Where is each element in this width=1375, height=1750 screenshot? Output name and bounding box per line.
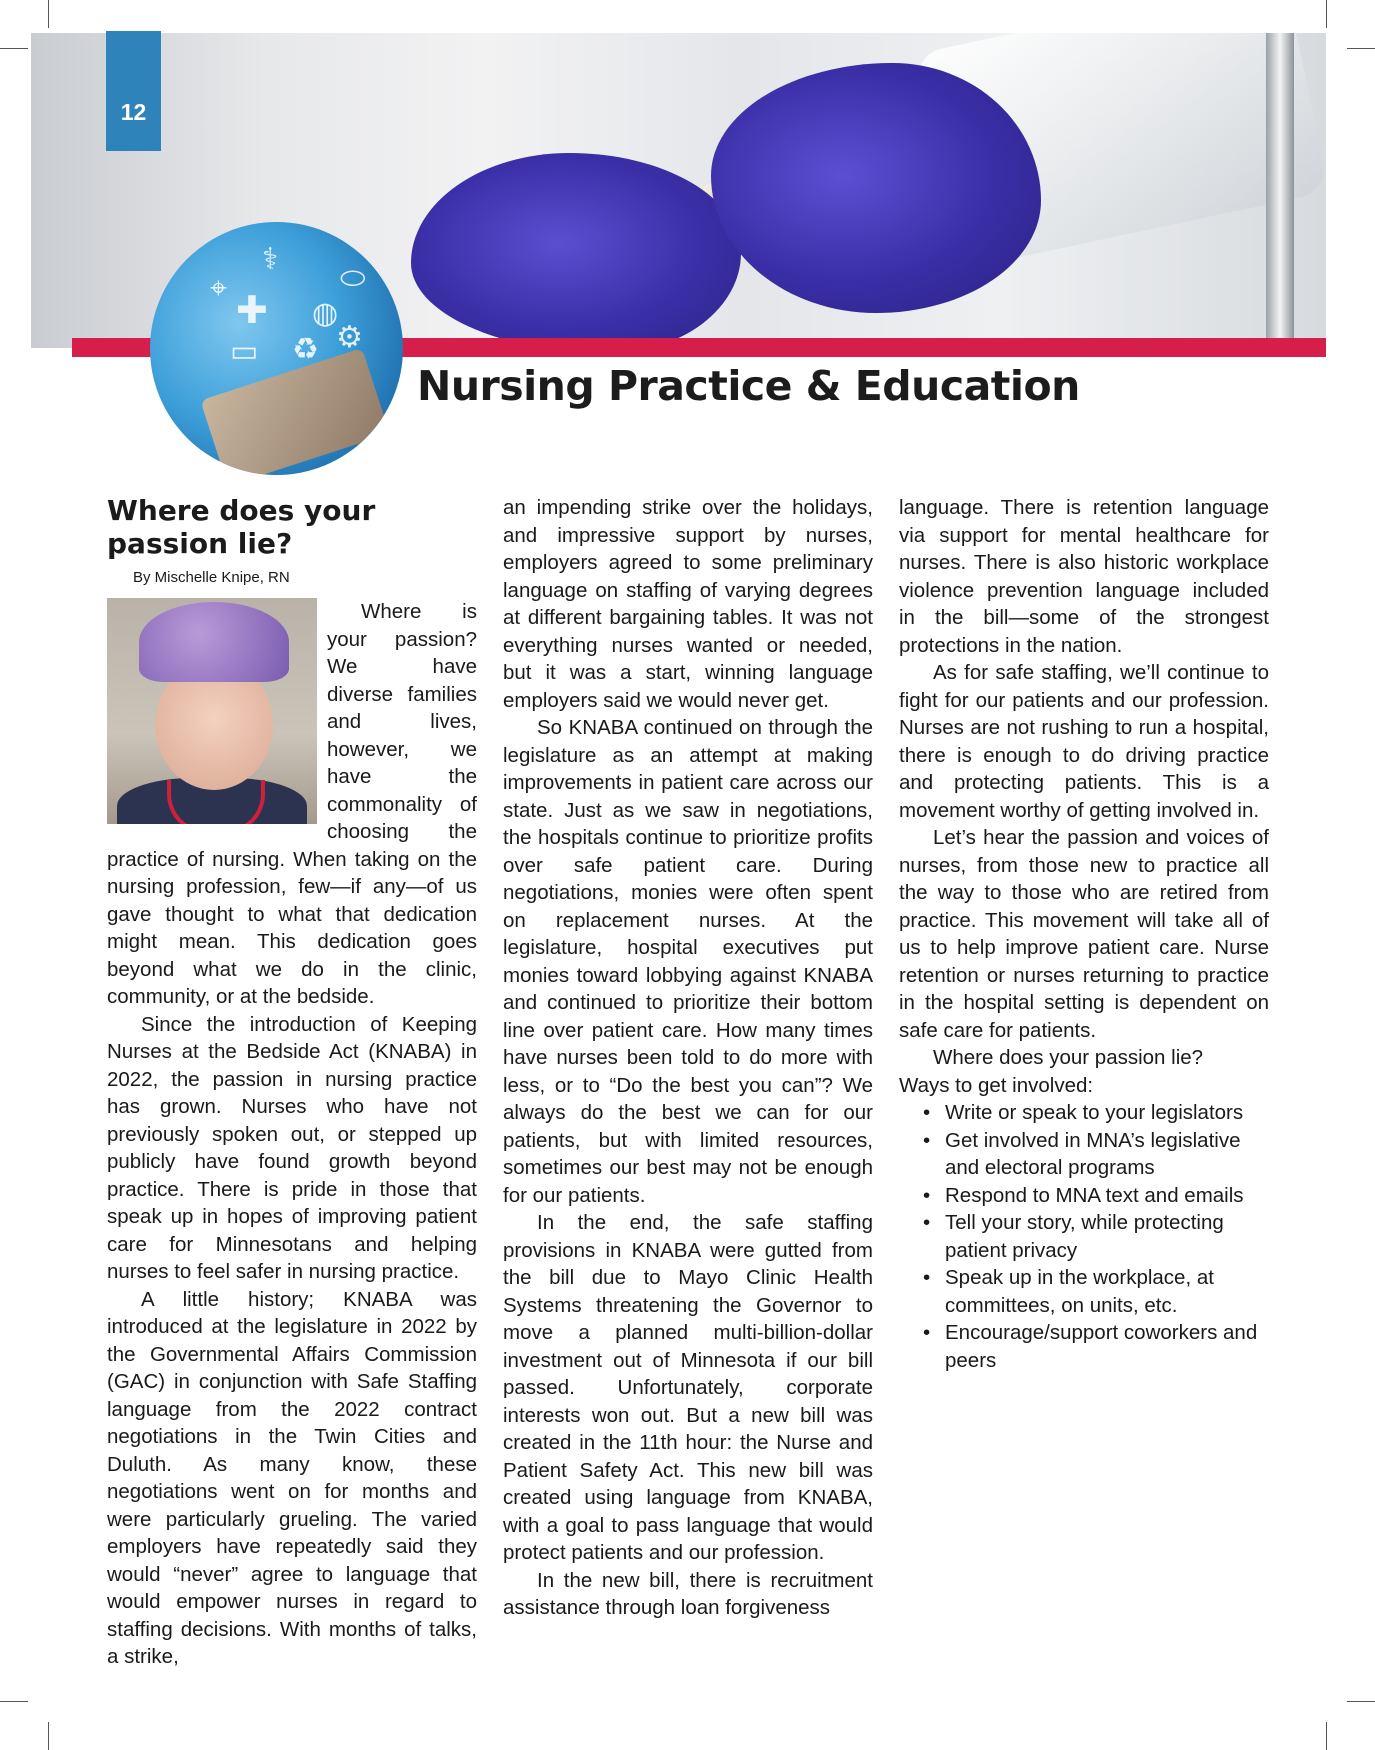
article-paragraph: language. There is retention language via support for mental healthcare for nurses. There is also historic workplace violence prevention language included in the bill—some of the strongest protections in the nation. [899,496,1269,657]
article-paragraph: In the new bill, there is recruitment assistance through loan forgiveness [503,1568,873,1619]
article-headline: Where does your passion lie? [107,494,376,560]
article-column-2 [503,494,873,1622]
article-paragraph: A little history; KNABA was introduced at the legislature in 2022 by the Governmental Affairs Commission (GAC) in conjunction with Safe Staffing language from the 2022 contract negotiations in the Twin Cities and Duluth. As many know, these negotiations went on for months and were particularly grueling. The varied employers have repeatedly said they would “never” agree to language that would empower nurses in regard to staffing decisions. With months of talks, a strike, [107,1287,477,1668]
crop-mark [1326,1722,1327,1750]
list-item: • Write or speak to your legislators [899,1099,1269,1127]
crop-mark [48,0,49,28]
article-column-3 [899,494,1269,1374]
gloved-hand-right [711,63,1041,313]
monitor-icon: ▭ [230,335,259,368]
crop-mark [1347,1701,1375,1702]
list-item: • Speak up in the workplace, at committees, on units, etc. [899,1264,1269,1319]
crop-mark [0,1701,28,1702]
recycle-icon: ♻ [292,333,319,366]
article-byline: By Mischelle Knipe, RN [133,569,290,586]
crop-mark [1326,0,1327,28]
location-pin-icon: ⌖ [210,272,227,305]
article-paragraph: Where is your passion? We have diverse families and lives, however, we have the commonality of choosing the practice of nursing. When taking on the nursing profession, few—if any—of us gave thought to what that dedication might mean. This dedication goes beyond what we do in the clinic, community, or at the bedside. [107,600,477,1008]
page-number: 12 [120,99,147,125]
list-item: • Encourage/support coworkers and peers [899,1319,1269,1374]
article-column-1 [107,494,477,1671]
article-paragraph: an impending strike over the holidays, and impressive support by nurses, employers agreed to some preliminary language on staffing of varying degrees at different bargaining tables. It was not everything nurses wanted or needed, but it was a start, winning language employers said we would never get. [503,496,873,712]
portrait-scrub-cap [139,602,289,682]
author-portrait [107,598,317,824]
crop-mark [48,1722,49,1750]
article-paragraph: So KNABA continued on through the legislature as an attempt at making improvements in patient care across our state. Just as we saw in negotiations, the hospitals continue to prioritize profits over safe patient care. During negotiations, monies were often spent on replacement nurses. At the legislature, hospital executives put monies toward lobbying against KNABA and continued to prioritize their bottom line over patient care. How many times have nurses been told to do more with less, or to “Do the best you can”? We always do the best we can for our patients, but with limited resources, sometimes our best may not be enough for our patients. [503,716,873,1207]
pill-icon: ⬭ [340,262,366,295]
crop-mark [1347,48,1375,49]
article-paragraph: Let’s hear the passion and voices of nurses, from those new to practice all the way to those who are retired from practice. This movement will take all of us to help improve patient care. Nurse retention or nurses returning to practice in the hospital setting is dependent on safe care for patients. [899,826,1269,1042]
article-paragraph: Where does your passion lie? [933,1046,1204,1069]
gear-icon: ⚙ [336,321,363,354]
list-item: • Respond to MNA text and emails [899,1182,1269,1210]
ways-list [899,1099,1269,1374]
crop-mark [0,48,28,49]
article-paragraph: In the end, the safe staffing provisions in KNABA were gutted from the bill due to Mayo Clinic Health Systems threatening the Governor to move a planned multi-billion-dollar investment out of Minnesota if our bill passed. Unfortunately, corporate interests won out. But a new bill was created in the 11th hour: the Nurse and Patient Safety Act. This new bill was created using language from KNABA, with a goal to pass language that would protect patients and our profession. [503,1211,873,1564]
section-circle-image [150,222,403,475]
list-item: • Get involved in MNA’s legislative and electoral programs [899,1127,1269,1182]
section-title: Nursing Practice & Education [417,362,1080,410]
globe-icon: ◍ [312,297,339,330]
article-paragraph: Since the introduction of Keeping Nurses at the Bedside Act (KNABA) in 2022, the passion in nursing practice has grown. Nurses who have not previously spoken out, or stepped up publicly have found growth beyond practice. There is pride in those that speak up in hopes of improving patient care for Minnesotans and helping nurses to feel safer in nursing practice. [107,1012,477,1283]
gloved-hand-left [411,153,741,348]
page-number-badge [106,31,161,151]
ways-label: Ways to get involved: [899,1073,1094,1097]
iv-pole [1266,33,1294,348]
list-item: • Tell your story, while protecting patient privacy [899,1209,1269,1264]
stethoscope-icon: ⚕ [262,243,279,276]
article-paragraph: As for safe staffing, we’ll continue to fight for our patients and our profession. Nurses are not rushing to run a hospital, there is enough to do driving practice and protecting patients. This is a movement worthy of getting involved in. [899,661,1269,822]
medical-cross-icon: ✚ [236,290,268,332]
